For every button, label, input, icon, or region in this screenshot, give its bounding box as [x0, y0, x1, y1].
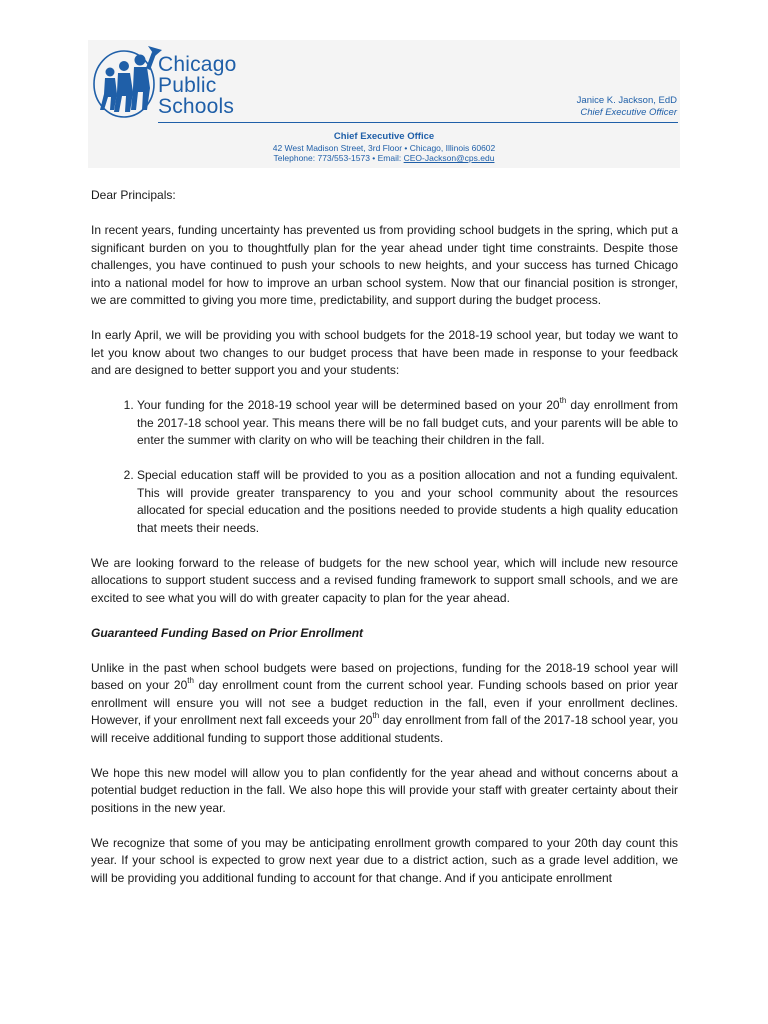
paragraph-4-sup-2: th [372, 711, 380, 720]
paragraph-6: We recognize that some of you may be anticipating enrollment growth compared to your 20th day count this year. If your school is expected to grow next year due to a district action, such as a grade level addition, we will be providing you additional funding to account for that change. And if you anticipate enrollment [91, 835, 678, 885]
office-telephone: Telephone: 773/553-1573 • Email: [273, 153, 404, 163]
office-name: Chief Executive Office [333, 131, 435, 142]
list-item-1-sup: th [559, 396, 567, 405]
paragraph-4-text-c: day enrollment from fall of the 2017-18 school year, you will receive additional funding to support those additional students. [91, 713, 678, 745]
paragraph-1: In recent years, funding uncertainty has prevented us from providing school budgets in the spring, which put a significant burden on you to thoughtfully plan for the year ahead under tight time constraints. Despite those challenges, you have continued to push your schools to new heights, and your success has turned Chicago into a national model for how to improve an urban school system. Now that our financial position is stronger, we are committed to giving you more time, predictability, and support during the budget process. [91, 223, 678, 307]
salutation: Dear Principals: [91, 188, 176, 202]
list-item: 2. Special education staff will be provided to you as a position allocation and not a funding equivalent. This will provide greater transparency to you and your school community about the resources allocated for special education and the positions needed to provide students a high quality education that meets their needs. [137, 467, 678, 537]
changes-list [91, 397, 678, 537]
paragraph-5: We hope this new model will allow you to plan confidently for the year ahead and without concerns about a potential budget reduction in the fall. We also hope this will provide your staff with greater certainty about their positions in the new year. [91, 765, 678, 815]
office-block [88, 131, 680, 163]
paragraph-3: We are looking forward to the release of budgets for the new school year, which will include new resource allocations to support student success and a revised funding framework to support small schools, and we are excited to see what you will do with greater capacity to plan for the year ahead. [91, 555, 678, 605]
logo-line-3: Schools [158, 95, 235, 118]
office-address: 42 West Madison Street, 3rd Floor • Chicago, Illinois 60602 [272, 143, 496, 153]
logo-wordmark [158, 54, 236, 117]
logo-line-2: Public [158, 74, 217, 97]
paragraph-4-sup-1: th [187, 676, 194, 685]
signer-title: Chief Executive Officer [580, 107, 677, 118]
letter-body [91, 160, 678, 887]
list-item-1-text-b: day enrollment from the 2017-18 school year. This means there will be no fall budget cuts, and your parents will be able to enter the summer with clarity on who will be teaching their children in the fall. [137, 398, 678, 447]
header-divider [158, 122, 678, 123]
section-heading: Guaranteed Funding Based on Prior Enrollment [91, 625, 364, 640]
paragraph-4-text-a: Unlike in the past when school budgets were based on projections, funding for the 2018-19 school year will based on your 20 [91, 660, 678, 692]
paragraph-4-text-b: day enrollment count from the current school year. Funding schools based on prior year enrollment will ensure you will not see a budget reduction in the fall, even if your enrollment declines. However, if your enrollment next fall exceeds your 20 [91, 678, 678, 727]
paragraph-2: In early April, we will be providing you with school budgets for the 2018-19 school year, but today we want to let you know about two changes to our budget process that have been made in response to your feedback and are designed to better support you and your students: [91, 328, 678, 377]
paragraph-4 [91, 660, 678, 748]
signer-name: Janice K. Jackson, EdD [576, 95, 677, 106]
signer-block [577, 95, 677, 119]
list-item [137, 397, 678, 450]
email-link[interactable]: CEO-Jackson@cps.edu [403, 153, 495, 163]
list-item-1-text-a: Your funding for the 2018-19 school year will be determined based on your 20 [137, 398, 560, 412]
logo-line-1: Chicago [158, 53, 237, 76]
